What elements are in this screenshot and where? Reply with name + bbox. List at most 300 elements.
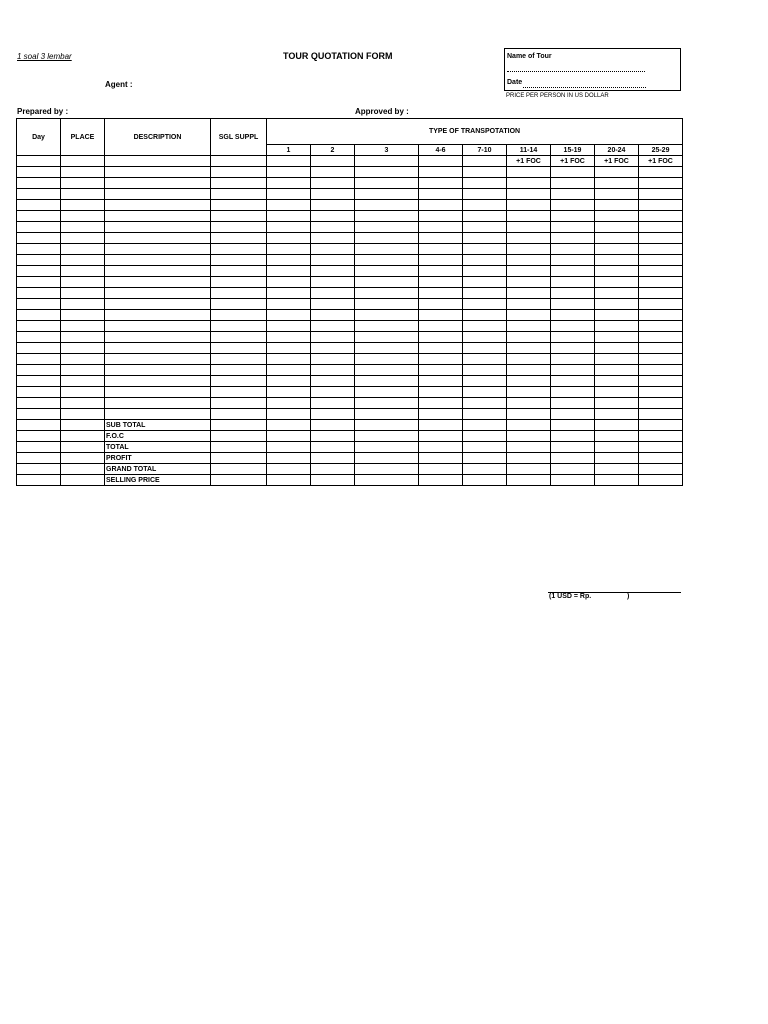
table-cell[interactable] [61,475,105,486]
table-cell[interactable] [463,244,507,255]
table-cell[interactable] [311,332,355,343]
table-cell[interactable] [17,442,61,453]
table-cell[interactable] [17,431,61,442]
table-cell[interactable] [355,398,419,409]
table-cell[interactable] [551,398,595,409]
table-cell[interactable] [419,167,463,178]
table-cell[interactable] [419,343,463,354]
table-cell[interactable] [507,167,551,178]
table-cell[interactable] [551,365,595,376]
table-cell[interactable] [463,387,507,398]
table-cell[interactable] [595,354,639,365]
table-cell[interactable] [639,222,683,233]
table-cell[interactable] [311,167,355,178]
table-cell[interactable] [17,156,61,167]
table-cell[interactable] [595,376,639,387]
table-cell[interactable] [211,343,267,354]
table-cell[interactable] [595,178,639,189]
table-cell[interactable] [551,464,595,475]
table-cell[interactable] [595,277,639,288]
table-cell[interactable] [267,354,311,365]
table-cell[interactable] [639,200,683,211]
table-cell[interactable] [639,398,683,409]
table-cell[interactable] [211,442,267,453]
table-cell[interactable] [211,189,267,200]
table-cell[interactable] [211,475,267,486]
table-cell[interactable] [419,398,463,409]
table-cell[interactable] [311,156,355,167]
table-cell[interactable] [311,431,355,442]
table-cell[interactable] [551,211,595,222]
table-cell[interactable] [17,332,61,343]
table-cell[interactable] [595,222,639,233]
table-cell[interactable] [355,178,419,189]
table-cell[interactable] [17,321,61,332]
table-cell[interactable] [105,167,211,178]
table-cell[interactable] [267,420,311,431]
table-cell[interactable] [639,299,683,310]
table-cell[interactable] [419,277,463,288]
table-cell[interactable] [17,464,61,475]
table-cell[interactable] [17,288,61,299]
table-cell[interactable] [211,233,267,244]
table-cell[interactable] [267,365,311,376]
table-cell[interactable] [463,398,507,409]
table-cell[interactable] [311,189,355,200]
table-cell[interactable] [419,387,463,398]
table-cell[interactable] [595,387,639,398]
table-cell[interactable] [105,178,211,189]
table-cell[interactable] [639,365,683,376]
table-cell[interactable] [507,310,551,321]
table-cell[interactable] [639,244,683,255]
table-cell[interactable] [311,464,355,475]
table-cell[interactable] [355,233,419,244]
table-cell[interactable] [105,365,211,376]
table-cell[interactable] [463,420,507,431]
table-cell[interactable] [311,244,355,255]
table-cell[interactable] [639,420,683,431]
table-cell[interactable] [551,200,595,211]
table-cell[interactable] [267,332,311,343]
table-cell[interactable] [419,222,463,233]
table-cell[interactable] [419,376,463,387]
table-cell[interactable] [419,211,463,222]
table-cell[interactable] [105,299,211,310]
table-cell[interactable] [463,167,507,178]
table-cell[interactable] [419,189,463,200]
table-cell[interactable] [311,222,355,233]
table-cell[interactable] [639,211,683,222]
table-cell[interactable] [311,211,355,222]
table-cell[interactable] [61,156,105,167]
table-cell[interactable] [355,376,419,387]
table-cell[interactable] [507,189,551,200]
table-cell[interactable] [105,222,211,233]
table-cell[interactable] [595,310,639,321]
table-cell[interactable] [419,233,463,244]
table-cell[interactable] [17,233,61,244]
table-cell[interactable] [267,299,311,310]
table-cell[interactable] [355,409,419,420]
table-cell[interactable] [595,167,639,178]
table-cell[interactable] [419,299,463,310]
table-cell[interactable] [211,167,267,178]
table-cell[interactable] [211,453,267,464]
table-cell[interactable] [507,365,551,376]
table-cell[interactable] [463,321,507,332]
table-cell[interactable] [507,211,551,222]
table-cell[interactable] [551,332,595,343]
table-cell[interactable] [355,321,419,332]
table-cell[interactable] [267,398,311,409]
table-cell[interactable] [639,332,683,343]
table-cell[interactable] [267,310,311,321]
table-cell[interactable] [267,222,311,233]
table-cell[interactable] [211,310,267,321]
table-cell[interactable] [595,409,639,420]
table-cell[interactable] [267,464,311,475]
table-cell[interactable] [355,189,419,200]
table-cell[interactable] [61,354,105,365]
table-cell[interactable] [355,288,419,299]
table-cell[interactable] [61,222,105,233]
table-cell[interactable] [507,354,551,365]
table-cell[interactable] [311,354,355,365]
table-cell[interactable] [311,442,355,453]
table-cell[interactable] [311,277,355,288]
table-cell[interactable] [639,387,683,398]
table-cell[interactable] [211,299,267,310]
table-cell[interactable] [463,332,507,343]
table-cell[interactable] [311,288,355,299]
table-cell[interactable] [311,365,355,376]
table-cell[interactable] [61,200,105,211]
table-cell[interactable] [17,244,61,255]
table-cell[interactable] [463,343,507,354]
table-cell[interactable] [463,409,507,420]
table-cell[interactable] [355,167,419,178]
table-cell[interactable] [595,211,639,222]
table-cell[interactable] [639,277,683,288]
table-cell[interactable] [211,211,267,222]
table-cell[interactable] [595,255,639,266]
table-cell[interactable] [61,453,105,464]
table-cell[interactable] [267,266,311,277]
table-cell[interactable] [551,453,595,464]
table-cell[interactable] [355,431,419,442]
table-cell[interactable] [355,299,419,310]
table-cell[interactable] [267,475,311,486]
table-cell[interactable] [105,189,211,200]
table-cell[interactable] [463,222,507,233]
table-cell[interactable] [211,409,267,420]
table-cell[interactable] [267,189,311,200]
table-cell[interactable] [639,266,683,277]
table-cell[interactable] [551,431,595,442]
table-cell[interactable] [311,453,355,464]
table-cell[interactable] [211,387,267,398]
table-cell[interactable] [311,233,355,244]
table-cell[interactable] [419,365,463,376]
table-cell[interactable] [267,277,311,288]
table-cell[interactable] [507,343,551,354]
table-cell[interactable] [595,475,639,486]
table-cell[interactable] [507,453,551,464]
table-cell[interactable] [419,453,463,464]
table-cell[interactable] [463,200,507,211]
table-cell[interactable] [211,255,267,266]
table-cell[interactable] [61,409,105,420]
table-cell[interactable] [61,299,105,310]
table-cell[interactable] [61,178,105,189]
table-cell[interactable] [61,376,105,387]
table-cell[interactable] [355,354,419,365]
table-cell[interactable] [311,420,355,431]
table-cell[interactable] [211,376,267,387]
table-cell[interactable] [105,266,211,277]
table-cell[interactable] [17,310,61,321]
table-cell[interactable] [463,211,507,222]
table-cell[interactable] [595,442,639,453]
table-cell[interactable] [507,431,551,442]
table-cell[interactable] [355,310,419,321]
table-cell[interactable] [267,453,311,464]
table-cell[interactable] [639,178,683,189]
table-cell[interactable] [507,442,551,453]
table-cell[interactable] [639,409,683,420]
table-cell[interactable] [61,167,105,178]
table-cell[interactable] [61,288,105,299]
table-cell[interactable] [105,310,211,321]
table-cell[interactable] [639,453,683,464]
table-cell[interactable] [639,255,683,266]
table-cell[interactable] [267,211,311,222]
table-cell[interactable] [463,431,507,442]
table-cell[interactable] [267,233,311,244]
table-cell[interactable] [355,222,419,233]
table-cell[interactable] [105,233,211,244]
table-cell[interactable] [355,475,419,486]
table-cell[interactable] [507,420,551,431]
table-cell[interactable] [211,222,267,233]
table-cell[interactable] [551,409,595,420]
table-cell[interactable] [17,299,61,310]
table-cell[interactable] [595,431,639,442]
table-cell[interactable] [17,277,61,288]
table-cell[interactable] [61,189,105,200]
table-cell[interactable] [419,464,463,475]
table-cell[interactable] [507,222,551,233]
table-cell[interactable] [355,464,419,475]
table-cell[interactable] [463,189,507,200]
table-cell[interactable] [639,376,683,387]
table-cell[interactable] [61,244,105,255]
table-cell[interactable] [267,156,311,167]
table-cell[interactable] [355,420,419,431]
table-cell[interactable] [551,244,595,255]
table-cell[interactable] [355,277,419,288]
table-cell[interactable] [17,343,61,354]
table-cell[interactable] [463,453,507,464]
table-cell[interactable] [463,354,507,365]
table-cell[interactable] [105,244,211,255]
table-cell[interactable] [419,244,463,255]
table-cell[interactable] [639,321,683,332]
table-cell[interactable] [507,233,551,244]
table-cell[interactable] [267,255,311,266]
table-cell[interactable] [61,266,105,277]
table-cell[interactable] [419,431,463,442]
table-cell[interactable] [639,475,683,486]
table-cell[interactable] [17,387,61,398]
table-cell[interactable] [595,453,639,464]
table-cell[interactable] [551,475,595,486]
table-cell[interactable] [17,409,61,420]
table-cell[interactable] [551,442,595,453]
table-cell[interactable] [105,376,211,387]
table-cell[interactable] [507,244,551,255]
table-cell[interactable] [211,288,267,299]
table-cell[interactable] [639,464,683,475]
table-cell[interactable] [463,376,507,387]
table-cell[interactable] [311,376,355,387]
table-cell[interactable] [419,409,463,420]
table-cell[interactable] [419,178,463,189]
table-cell[interactable] [105,321,211,332]
table-cell[interactable] [311,255,355,266]
table-cell[interactable] [463,266,507,277]
table-cell[interactable] [355,332,419,343]
table-cell[interactable] [311,387,355,398]
table-cell[interactable] [311,343,355,354]
table-cell[interactable] [551,420,595,431]
table-cell[interactable] [267,321,311,332]
table-cell[interactable] [463,255,507,266]
table-cell[interactable] [267,200,311,211]
table-cell[interactable] [595,288,639,299]
table-cell[interactable] [507,266,551,277]
table-cell[interactable] [595,398,639,409]
table-cell[interactable] [211,420,267,431]
table-cell[interactable] [507,475,551,486]
table-cell[interactable] [267,343,311,354]
table-cell[interactable] [211,200,267,211]
table-cell[interactable] [267,244,311,255]
table-cell[interactable] [17,398,61,409]
table-cell[interactable] [211,398,267,409]
table-cell[interactable] [105,277,211,288]
table-cell[interactable] [355,156,419,167]
table-cell[interactable] [595,365,639,376]
table-cell[interactable] [507,321,551,332]
table-cell[interactable] [355,211,419,222]
table-cell[interactable] [211,244,267,255]
table-cell[interactable] [17,453,61,464]
table-cell[interactable] [639,310,683,321]
table-cell[interactable] [105,156,211,167]
table-cell[interactable] [463,442,507,453]
table-cell[interactable] [595,200,639,211]
table-cell[interactable] [61,332,105,343]
table-cell[interactable] [507,398,551,409]
table-cell[interactable] [267,178,311,189]
table-cell[interactable] [267,409,311,420]
table-cell[interactable] [105,211,211,222]
table-cell[interactable] [463,475,507,486]
table-cell[interactable] [311,398,355,409]
table-cell[interactable] [419,354,463,365]
table-cell[interactable] [355,442,419,453]
table-cell[interactable] [267,431,311,442]
table-cell[interactable] [639,288,683,299]
table-cell[interactable] [507,178,551,189]
table-cell[interactable] [61,277,105,288]
table-cell[interactable] [211,431,267,442]
table-cell[interactable] [463,365,507,376]
table-cell[interactable] [61,343,105,354]
table-cell[interactable] [419,332,463,343]
table-cell[interactable] [507,464,551,475]
table-cell[interactable] [595,233,639,244]
table-cell[interactable] [551,299,595,310]
table-cell[interactable] [419,156,463,167]
table-cell[interactable] [355,255,419,266]
table-cell[interactable] [595,464,639,475]
table-cell[interactable] [463,464,507,475]
table-cell[interactable] [595,299,639,310]
table-cell[interactable] [17,178,61,189]
table-cell[interactable] [551,387,595,398]
table-cell[interactable] [551,321,595,332]
table-cell[interactable] [551,222,595,233]
table-cell[interactable] [17,475,61,486]
table-cell[interactable] [105,387,211,398]
table-cell[interactable] [463,288,507,299]
table-cell[interactable] [507,376,551,387]
table-cell[interactable] [639,343,683,354]
table-cell[interactable] [355,200,419,211]
table-cell[interactable] [61,420,105,431]
table-cell[interactable] [419,442,463,453]
table-cell[interactable] [551,310,595,321]
table-cell[interactable] [211,266,267,277]
table-cell[interactable] [17,354,61,365]
table-cell[interactable] [267,376,311,387]
table-cell[interactable] [17,200,61,211]
table-cell[interactable] [419,310,463,321]
table-cell[interactable] [507,277,551,288]
table-cell[interactable] [267,387,311,398]
table-cell[interactable] [105,200,211,211]
table-cell[interactable] [61,233,105,244]
table-cell[interactable] [267,288,311,299]
table-cell[interactable] [551,376,595,387]
table-cell[interactable] [507,387,551,398]
table-cell[interactable] [17,211,61,222]
table-cell[interactable] [17,255,61,266]
table-cell[interactable] [61,211,105,222]
table-cell[interactable] [105,409,211,420]
table-cell[interactable] [105,354,211,365]
table-cell[interactable] [17,189,61,200]
table-cell[interactable] [419,255,463,266]
table-cell[interactable] [463,178,507,189]
table-cell[interactable] [507,332,551,343]
table-cell[interactable] [551,167,595,178]
table-cell[interactable] [639,442,683,453]
table-cell[interactable] [551,288,595,299]
